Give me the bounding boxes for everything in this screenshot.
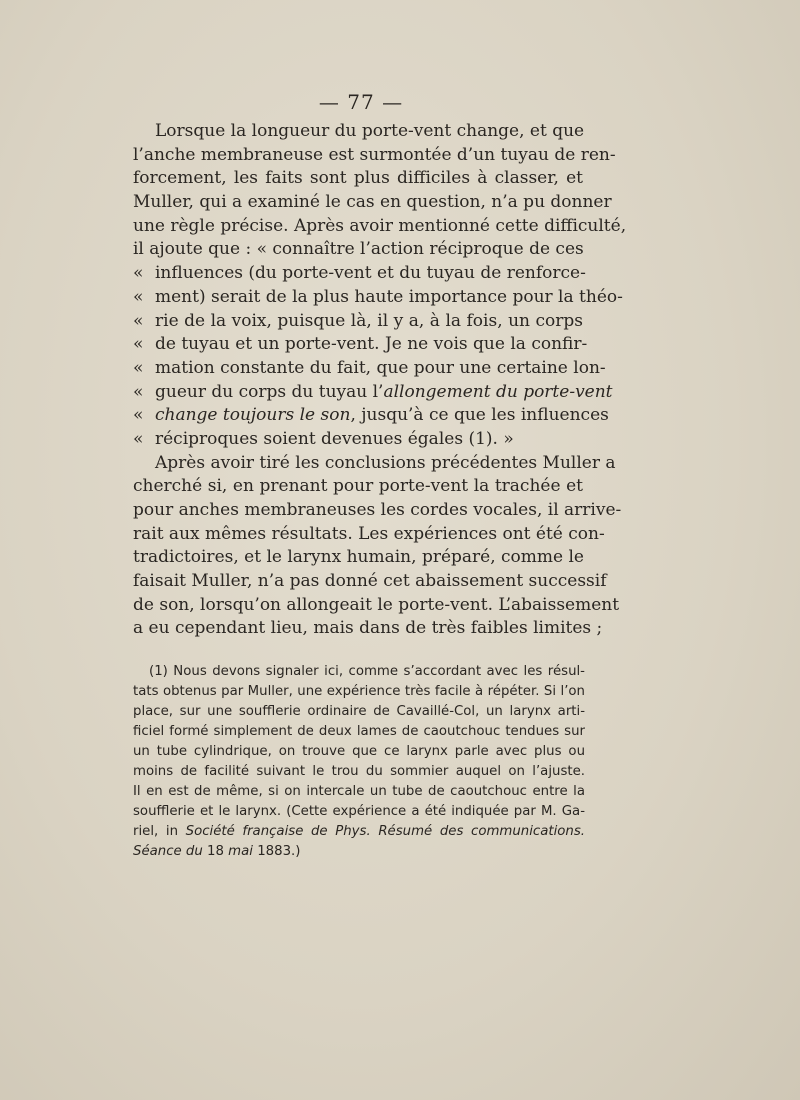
footnote-line: place, sur une soufflerie ordinaire de Cavaillé-Col, un larynx arti- bbox=[133, 704, 585, 719]
main-text bbox=[133, 120, 627, 641]
page-number: — 77 — bbox=[318, 90, 404, 114]
quote-mark: « bbox=[133, 381, 144, 402]
text-line: a eu cependant lieu, mais dans de très faibles limites ; bbox=[133, 618, 603, 639]
footnote-line: Séance du 18 mai 1883.) bbox=[133, 844, 301, 859]
footnote-line: ficiel formé simplement de deux lames de caoutchouc tendues sur bbox=[133, 724, 585, 739]
footnote-line: riel, in Société française de Phys. Résumé des communications. bbox=[133, 824, 585, 839]
quote-line: « rie de la voix, puisque là, il y a, à la fois, un corps bbox=[133, 310, 583, 334]
text-line: tradictoires, et le larynx humain, préparé, comme le bbox=[133, 547, 584, 568]
quote-mark: « bbox=[133, 286, 144, 307]
quote-mark: « bbox=[133, 263, 144, 284]
quote-line: « ment) serait de la plus haute importance pour la théo- bbox=[133, 286, 583, 310]
quote-line: « réciproques soient devenues égales (1). » bbox=[133, 428, 583, 452]
italic-phrase: allongement du porte-vent bbox=[383, 381, 613, 402]
quote-line: « de tuyau et un porte-vent. Je ne vois que la confir- bbox=[133, 333, 583, 357]
quote-mark: « bbox=[133, 428, 144, 449]
footnote-line: Il en est de même, si on intercale un tube de caoutchouc entre la bbox=[133, 784, 585, 799]
footnote-line: un tube cylindrique, on trouve que ce larynx parle avec plus ou bbox=[133, 744, 585, 759]
italic-citation: Séance du bbox=[133, 844, 203, 859]
text-line: une règle précise. Après avoir mentionné cette difficulté, bbox=[133, 215, 627, 236]
text-line: cherché si, en prenant pour porte-vent la trachée et bbox=[133, 476, 583, 497]
quote-mark: « bbox=[133, 310, 144, 331]
quote-line: « mation constante du fait, que pour une certaine lon- bbox=[133, 357, 583, 381]
text-line: faisait Muller, n’a pas donné cet abaissement successif bbox=[133, 571, 607, 592]
text-line: pour anches membraneuses les cordes vocales, il arrive- bbox=[133, 500, 622, 520]
footnote-line: moins de facilité suivant le trou du sommier auquel on l’ajuste. bbox=[133, 764, 585, 779]
quote-mark: « bbox=[133, 405, 144, 426]
italic-citation: mai bbox=[228, 844, 253, 859]
italic-citation: Société française de Phys. Résumé des communications. bbox=[185, 824, 585, 839]
footnote-line: soufflerie et le larynx. (Cette expérience a été indiquée par M. Ga- bbox=[133, 804, 585, 819]
quote-mark: « bbox=[133, 334, 144, 355]
text-line: l’anche membraneuse est surmontée d’un tuyau de ren- bbox=[133, 144, 616, 165]
footnote-line: tats obtenus par Muller, une expérience très facile à répéter. Si l’on bbox=[133, 684, 585, 699]
text-line: forcement, les faits sont plus difficiles à classer, et bbox=[133, 168, 583, 189]
quote-line: « influences (du porte-vent et du tuyau de renforce- bbox=[133, 262, 583, 286]
text-line: il ajoute que : « connaître l’action réciproque de ces bbox=[133, 239, 584, 260]
text-line: de son, lorsqu’on allongeait le porte-vent. L’abaissement bbox=[133, 594, 620, 615]
text-line: rait aux mêmes résultats. Les expériences ont été con- bbox=[133, 523, 605, 544]
quote-line: « change toujours le son, jusqu’à ce que les influences bbox=[133, 404, 583, 428]
text-line: Après avoir tiré les conclusions précédentes Muller a bbox=[155, 452, 616, 473]
footnote-line: (1) Nous devons signaler ici, comme s’accordant avec les résul- bbox=[149, 664, 585, 679]
italic-phrase: change toujours le son bbox=[155, 405, 351, 426]
footnote bbox=[133, 662, 585, 862]
quote-mark: « bbox=[133, 357, 144, 378]
text-line: Lorsque la longueur du porte-vent change, et que bbox=[155, 121, 585, 141]
quote-line: « gueur du corps du tuyau l’allongement du porte-vent bbox=[133, 381, 583, 405]
text-line: Muller, qui a examiné le cas en question, n’a pu donner bbox=[133, 192, 612, 213]
